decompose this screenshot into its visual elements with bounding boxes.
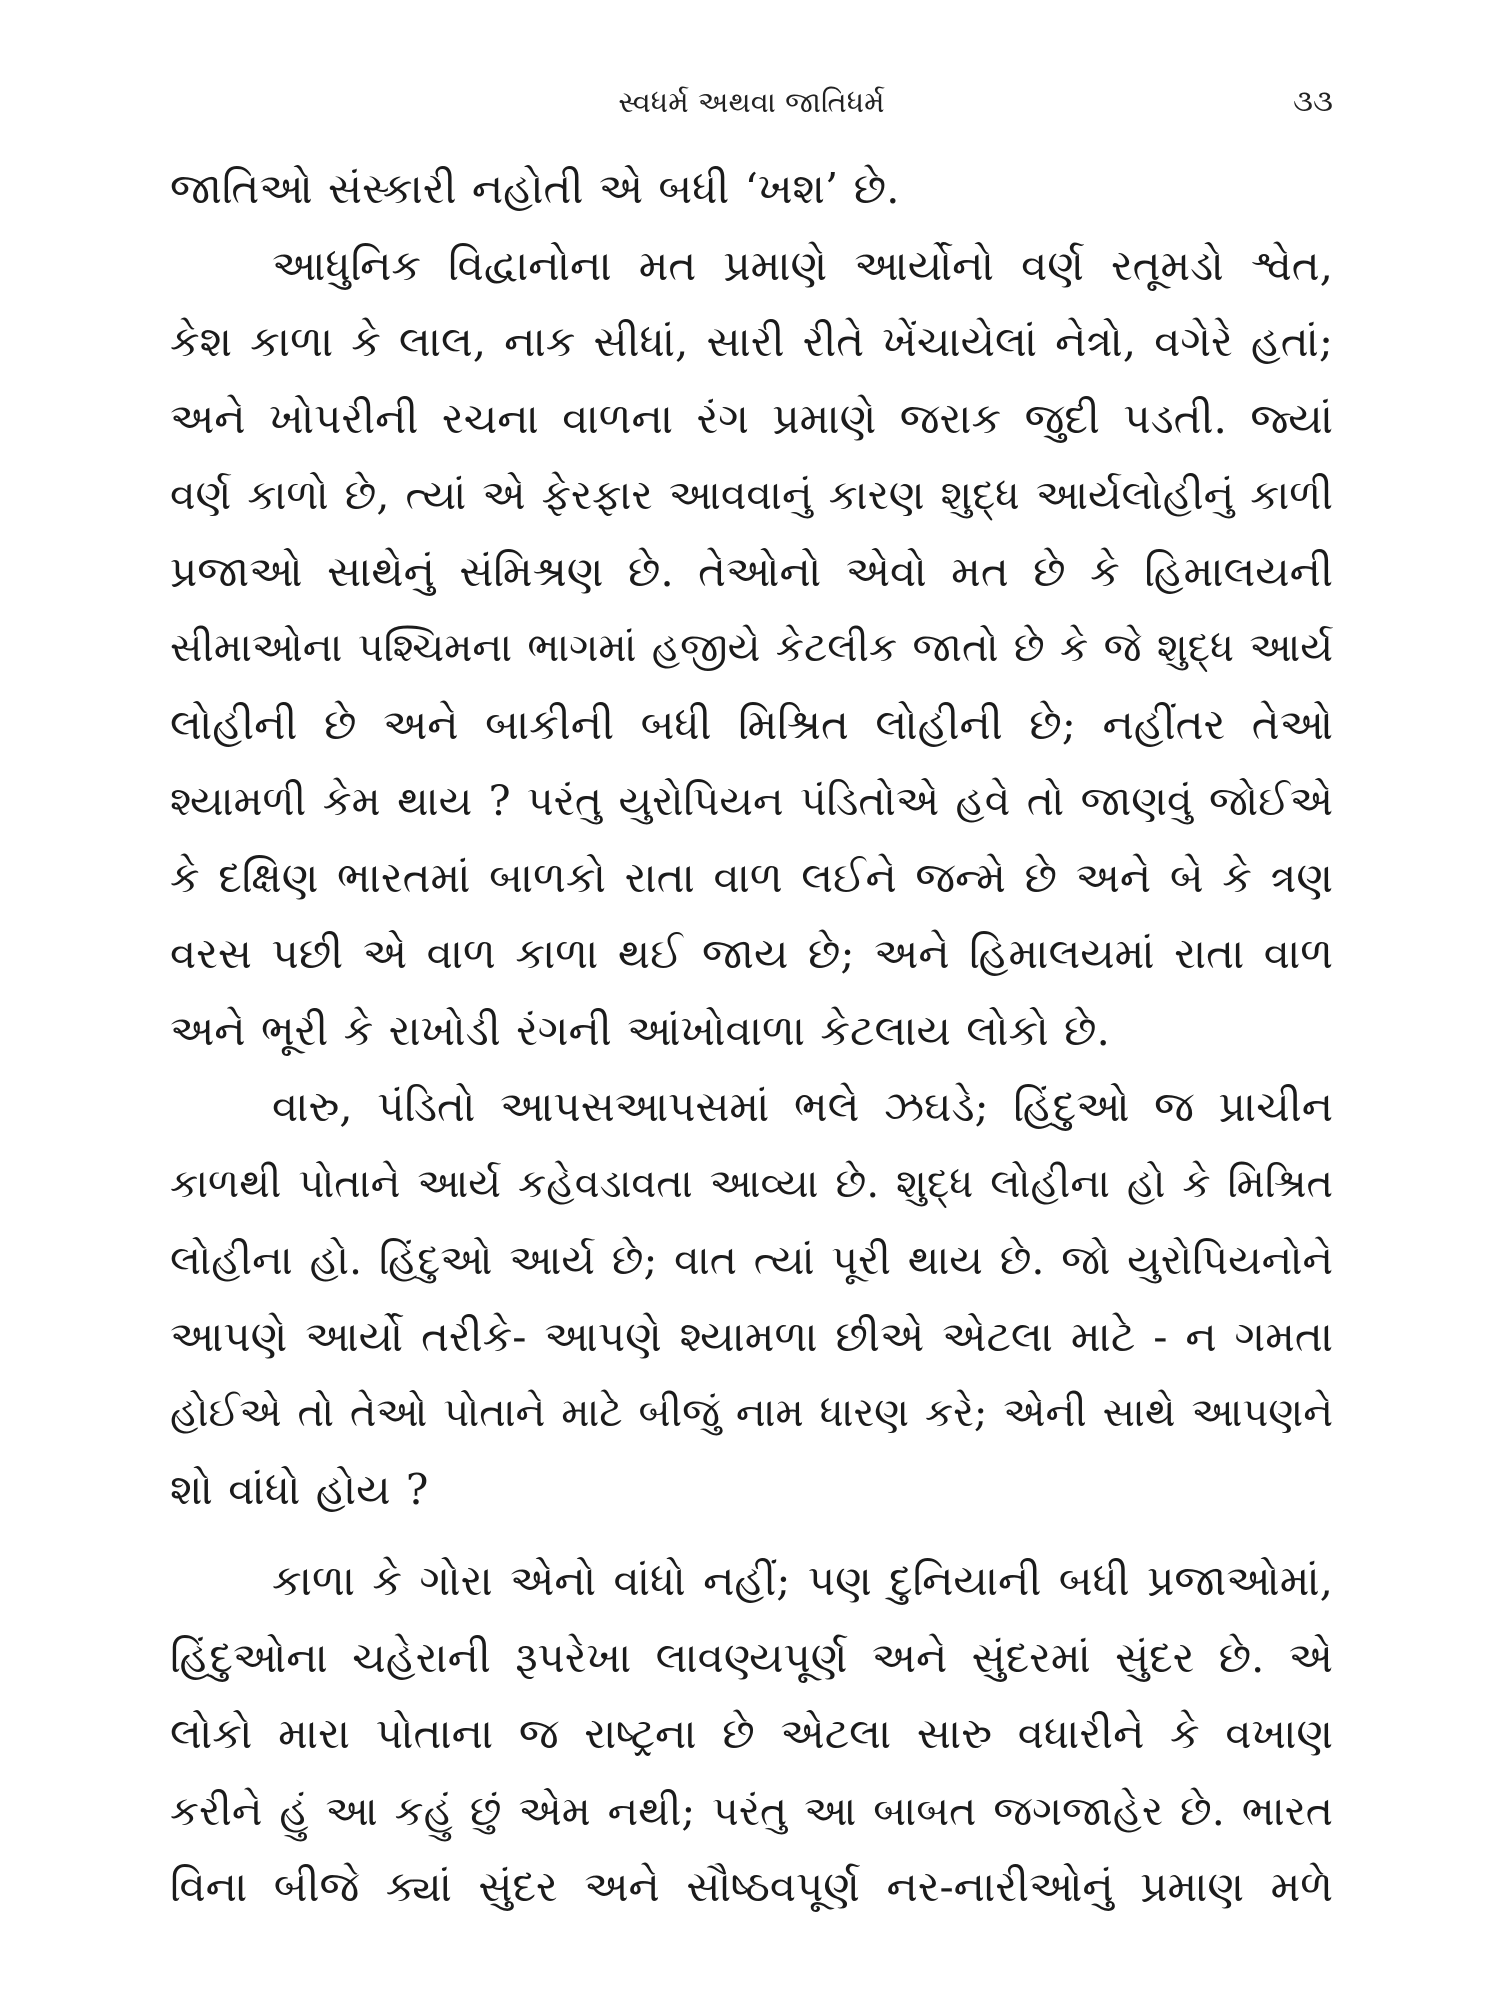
paragraph: [170, 228, 1333, 1070]
text-line: કાળા કે ગોરા એનો વાંધો નહીં; પણ દુનિયાની બધી પ્રજાઓમાં,: [272, 1556, 1333, 1605]
text-line: વારુ, પંડિતો આપસઆપસમાં ભલે ઝઘડે; હિંદુઓ જ પ્રાચીન: [272, 1082, 1333, 1131]
text-line: લોહીની છે અને બાકીની બધી મિશ્રિત લોહીની છે; નહીંતર તેઓ: [170, 699, 1333, 749]
text-line: શો વાંધો હોય ?: [170, 1464, 429, 1514]
text-line: વિના બીજે ક્યાં સુંદર અને સૌષ્ઠવપૂર્ણ નર-નારીઓનું પ્રમાણ મળે: [170, 1862, 1333, 1911]
paragraph: [170, 151, 1333, 228]
text-line: અને ખોપરીની રચના વાળના રંગ પ્રમાણે જરાક જુદી પડતી. જ્યાં: [170, 393, 1333, 443]
text-line: કરીને હું આ કહું છું એમ નથી; પરંતુ આ બાબત જગજાહેર છે. ભારત: [170, 1786, 1333, 1835]
text-line: કે દક્ષિણ ભારતમાં બાળકો રાતા વાળ લઈને જન્મે છે અને બે કે ત્રણ: [170, 852, 1333, 902]
text-line: લોહીના હો. હિંદુઓ આર્ય છે; વાત ત્યાં પૂરી થાય છે. જો યુરોપિયનોને: [170, 1236, 1333, 1284]
text-line: જાતિઓ સંસ્કારી નહોતી એ બધી ‘ખશ’ છે.: [170, 164, 900, 213]
text-line: આપણે આર્યો તરીકે- આપણે શ્યામળા છીએ એટલા માટે - ન ગમતા: [170, 1311, 1333, 1361]
text-line: આધુનિક વિદ્વાનોના મત પ્રમાણે આર્યોનો વર્ણ રતૂમડો શ્વેત,: [272, 240, 1333, 290]
page-number: ૩૩: [1293, 84, 1333, 119]
text-line: કેશ કાળા કે લાલ, નાક સીધાં, સારી રીતે ખેંચાયેલાં નેત્રો, વગેરે હતાં;: [170, 317, 1333, 366]
running-header: [170, 80, 1333, 124]
body-text: [170, 151, 1333, 1926]
text-line: વરસ પછી એ વાળ કાળા થઈ જાય છે; અને હિમાલયમાં રાતા વાળ: [170, 929, 1333, 978]
text-line: વર્ણ કાળો છે, ત્યાં એ ફેરફાર આવવાનું કારણ શુદ્ધ આર્યલોહીનું કાળી: [170, 471, 1333, 519]
text-line: હોઈએ તો તેઓ પોતાને માટે બીજું નામ ધારણ કરે; એની સાથે આપણને: [170, 1390, 1333, 1436]
text-line: પ્રજાઓ સાથેનું સંમિશ્રણ છે. તેઓનો એવો મત છે કે હિમાલયની: [170, 546, 1333, 596]
paragraph: [170, 1069, 1333, 1528]
text-line: લોકો મારા પોતાના જ રાષ્ટ્રના છે એટલા સારુ વધારીને કે વખાણ: [170, 1709, 1333, 1758]
text-line: હિંદુઓના ચહેરાની રૂપરેખા લાવણ્યપૂર્ણ અને સુંદરમાં સુંદર છે. એ: [170, 1632, 1333, 1682]
text-line: શ્યામળી કેમ થાય ? પરંતુ યુરોપિયન પંડિતોએ હવે તો જાણવું જોઈએ: [170, 777, 1333, 825]
text-line: કાળથી પોતાને આર્ય કહેવડાવતા આવ્યા છે. શુદ્ધ લોહીના હો કે મિશ્રિત: [170, 1160, 1333, 1207]
paragraph: [170, 1543, 1333, 1926]
text-line: અને ભૂરી કે રાખોડી રંગની આંખોવાળા કેટલાય લોકો છે.: [170, 1005, 1110, 1055]
text-line: સીમાઓના પશ્ચિમના ભાગમાં હજીયે કેટલીક જાતો છે કે જે શુદ્ધ આર્ય: [170, 625, 1333, 671]
running-title: સ્વધર્મ અથવા જાતિધર્મ: [618, 85, 885, 119]
